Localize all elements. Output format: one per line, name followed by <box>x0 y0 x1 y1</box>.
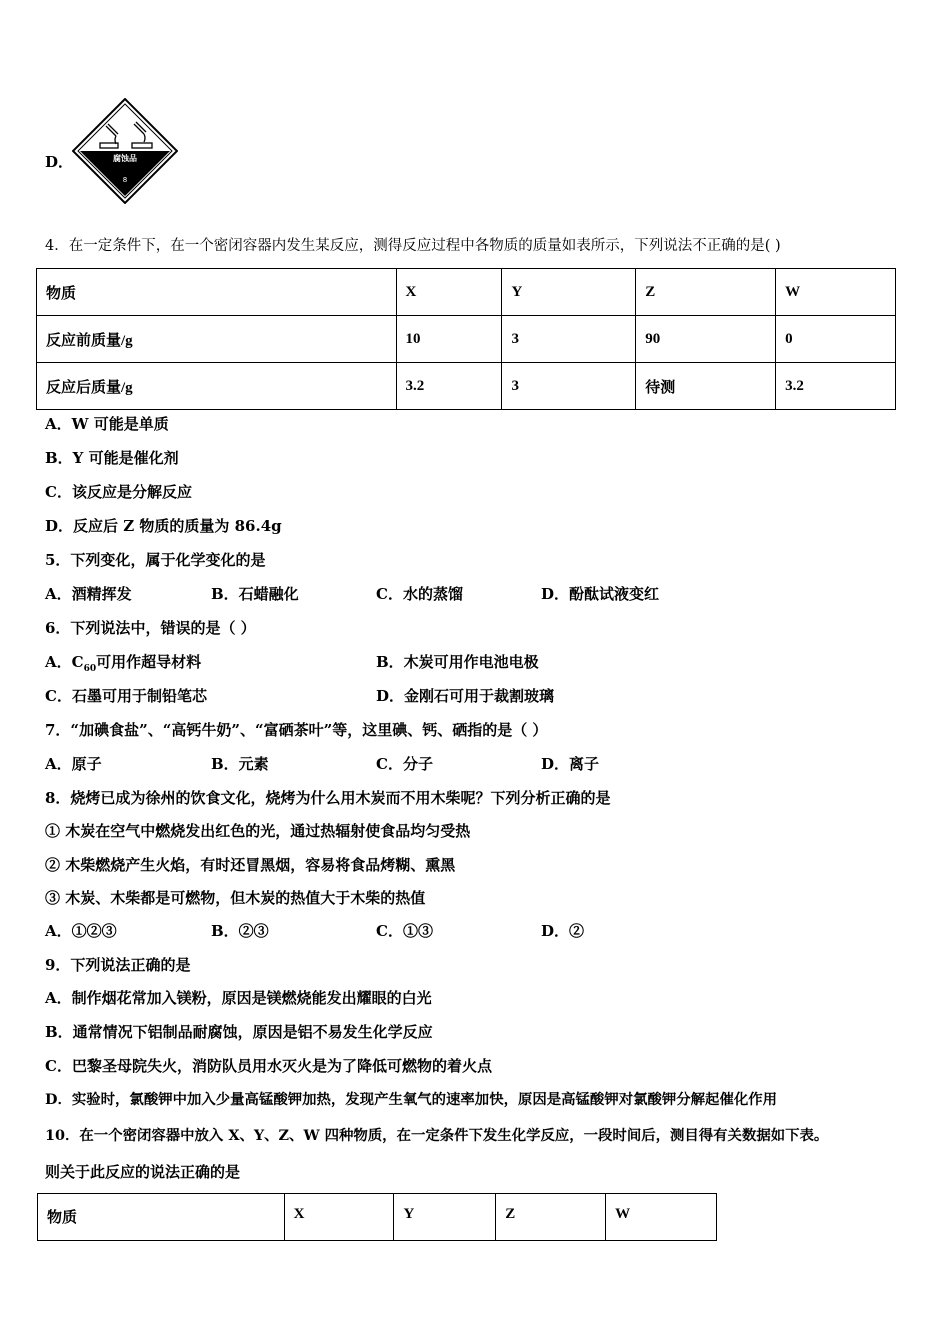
table-cell: 3.2 <box>396 363 502 410</box>
q4-option-b: B．Y 可能是催化剂 <box>45 449 179 467</box>
table-cell: Y <box>502 269 636 316</box>
q6-option-a-suffix: 可用作超导材料 <box>96 653 202 671</box>
q6-option-d: D．金刚石可用于裁割玻璃 <box>376 687 555 705</box>
q3-option-d-label: D． <box>45 153 74 171</box>
q4-mass-table <box>36 268 896 410</box>
q4-option-d: D．反应后 Z 物质的质量为 86.4g <box>45 517 282 535</box>
table-row <box>37 316 896 363</box>
q5-option-c: C．水的蒸馏 <box>376 585 463 603</box>
table-row <box>37 269 896 316</box>
table-cell: 0 <box>776 316 896 363</box>
q7-stem: 7．“加碘食盐”、“高钙牛奶”、“富硒茶叶”等，这里碘、钙、硒指的是（ ） <box>45 721 548 739</box>
table-cell: 3 <box>502 316 636 363</box>
q4-option-c: C．该反应是分解反应 <box>45 483 192 501</box>
q9-option-c: C．巴黎圣母院失火，消防队员用水灭火是为了降低可燃物的着火点 <box>45 1057 492 1075</box>
q10-stem-line1: 10．在一个密闭容器中放入 X、Y、Z、W 四种物质，在一定条件下发生化学反应，一段时间后，测目得有关数据如下表。 <box>45 1127 829 1144</box>
q5-option-d: D．酚酞试液变红 <box>541 585 660 603</box>
q8-statement-2: ② 木柴燃烧产生火焰，有时还冒黑烟，容易将食品烤糊、熏黑 <box>45 856 456 874</box>
q5-option-b: B．石蜡融化 <box>211 585 299 603</box>
table-cell: 物质 <box>38 1194 285 1241</box>
q6-option-a-prefix: A．C <box>45 653 84 671</box>
q7-option-b: B．元素 <box>211 755 269 773</box>
q9-stem: 9．下列说法正确的是 <box>45 956 191 974</box>
q7-option-a: A．原子 <box>45 755 102 773</box>
table-cell: Z <box>636 269 776 316</box>
q6-stem: 6．下列说法中，错误的是（ ） <box>45 619 256 637</box>
q6-option-c: C．石墨可用于制铅笔芯 <box>45 687 207 705</box>
q6-option-a-subscript: 60 <box>83 664 97 674</box>
q10-stem-line2: 则关于此反应的说法正确的是 <box>45 1163 241 1181</box>
q7-option-d: D．离子 <box>541 755 600 773</box>
hazard-class-number: 8 <box>122 176 128 184</box>
table-cell: 3.2 <box>776 363 896 410</box>
q8-option-c: C．①③ <box>376 922 433 940</box>
table-cell: 反应前质量/g <box>37 316 397 363</box>
table-row <box>37 363 896 410</box>
corrosive-hazard-icon <box>72 98 178 204</box>
table-cell: X <box>284 1194 394 1241</box>
q10-data-table <box>37 1193 717 1241</box>
q9-option-d: D．实验时，氯酸钾中加入少量高锰酸钾加热，发现产生氧气的速率加快，原因是高锰酸钾对氯酸钾分解起催化作用 <box>45 1091 778 1108</box>
q9-option-b: B．通常情况下铝制品耐腐蚀，原因是铝不易发生化学反应 <box>45 1023 433 1041</box>
q8-option-a: A．①②③ <box>45 922 117 940</box>
q8-option-b: B．②③ <box>211 922 269 940</box>
table-cell: Y <box>394 1194 496 1241</box>
table-cell: W <box>606 1194 717 1241</box>
table-cell: 90 <box>636 316 776 363</box>
q4-stem: 4．在一定条件下，在一个密闭容器内发生某反应，测得反应过程中各物质的质量如表所示，下列说法不正确的是( ) <box>45 238 781 254</box>
q9-option-a: A．制作烟花常加入镁粉，原因是镁燃烧能发出耀眼的白光 <box>45 989 432 1007</box>
q8-option-d: D．② <box>541 922 585 940</box>
table-cell: X <box>396 269 502 316</box>
table-row <box>38 1194 717 1241</box>
table-cell: 10 <box>396 316 502 363</box>
q8-statement-3: ③ 木炭、木柴都是可燃物，但木炭的热值大于木柴的热值 <box>45 889 426 907</box>
table-cell: 3 <box>502 363 636 410</box>
q6-option-b: B．木炭可用作电池电极 <box>376 653 539 671</box>
q7-option-c: C．分子 <box>376 755 433 773</box>
q5-stem: 5．下列变化，属于化学变化的是 <box>45 551 266 569</box>
q6-option-a <box>45 652 201 679</box>
q4-option-a: A．W 可能是单质 <box>45 415 169 433</box>
table-cell: 待测 <box>636 363 776 410</box>
table-cell: Z <box>496 1194 606 1241</box>
q5-option-a: A．酒精挥发 <box>45 585 132 603</box>
table-cell: 物质 <box>37 269 397 316</box>
table-cell: 反应后质量/g <box>37 363 397 410</box>
q8-statement-1: ① 木炭在空气中燃烧发出红色的光，通过热辐射使食品均匀受热 <box>45 822 471 840</box>
hazard-label-text: 腐蚀品 <box>113 154 137 163</box>
q8-stem: 8．烧烤已成为徐州的饮食文化，烧烤为什么用木炭而不用木柴呢？下列分析正确的是 <box>45 789 611 807</box>
table-cell: W <box>776 269 896 316</box>
